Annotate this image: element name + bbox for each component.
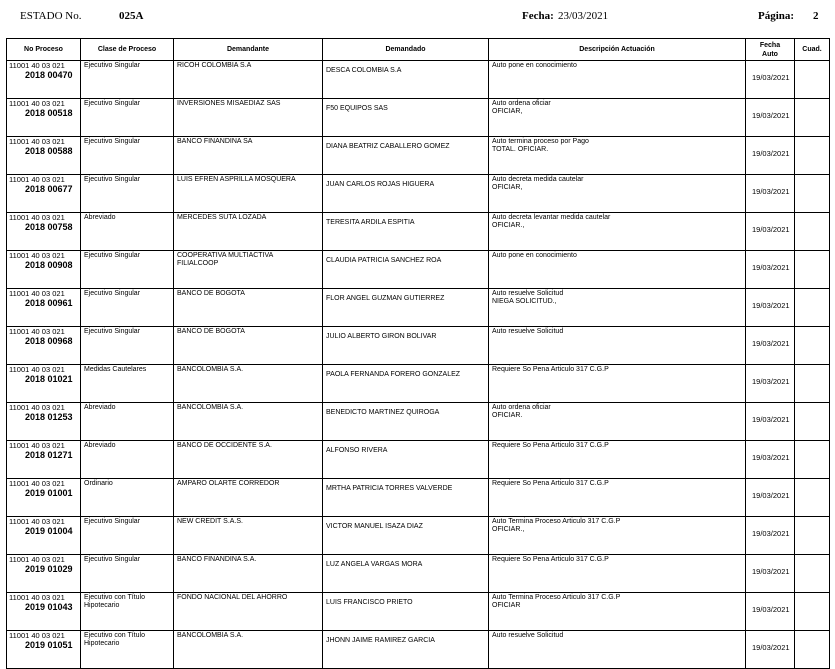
demandante-text: BANCO FINANDINA S.A. bbox=[177, 556, 257, 563]
cell-demandante bbox=[174, 175, 323, 213]
descripcion-text: Auto ordena oficiar OFICIAR, bbox=[492, 100, 551, 115]
table-row bbox=[7, 593, 830, 631]
cell-fecha-auto bbox=[746, 403, 795, 441]
demandado-text: JHONN JAIME RAMIREZ GARCIA bbox=[326, 637, 435, 644]
cell-cuad bbox=[795, 99, 830, 137]
cell-descripcion bbox=[489, 593, 746, 631]
cell-descripcion bbox=[489, 631, 746, 669]
cell-descripcion bbox=[489, 517, 746, 555]
pagina-label-text: Página: bbox=[758, 10, 795, 22]
cell-demandado bbox=[323, 289, 489, 327]
fecha-value: 23/03/2021 bbox=[558, 10, 609, 22]
cell-fecha-auto bbox=[746, 631, 795, 669]
cell-clase-proceso bbox=[81, 289, 174, 327]
demandante-text: NEW CREDIT S.A.S. bbox=[177, 518, 243, 525]
cell-cuad bbox=[795, 251, 830, 289]
cell-fecha-auto bbox=[746, 479, 795, 517]
descripcion-text: Auto termina proceso por Pago TOTAL. OFICIAR. bbox=[492, 138, 589, 153]
cell-cuad bbox=[795, 403, 830, 441]
cell-demandado bbox=[323, 593, 489, 631]
proceso-radicado: 11001 40 03 021 bbox=[9, 365, 65, 374]
demandado-text: VICTOR MANUEL ISAZA DIAZ bbox=[326, 523, 423, 530]
demandante-text: BANCOLOMBIA S.A. bbox=[177, 404, 244, 411]
cell-demandado bbox=[323, 327, 489, 365]
descripcion-text: Auto resuelve Solicitud bbox=[492, 328, 564, 335]
cell-clase-proceso bbox=[81, 555, 174, 593]
cell-demandante bbox=[174, 137, 323, 175]
cell-demandado bbox=[323, 631, 489, 669]
demandante-text: INVERSIONES MISAEDIAZ SAS bbox=[177, 100, 281, 107]
clase-proceso-text: Abreviado bbox=[84, 442, 116, 449]
cell-clase-proceso bbox=[81, 251, 174, 289]
demandante-text: BANCOLOMBIA S.A. bbox=[177, 632, 244, 639]
table-row bbox=[7, 251, 830, 289]
cell-no-proceso bbox=[7, 289, 81, 327]
proceso-radicado: 11001 40 03 021 bbox=[9, 517, 65, 526]
demandado-text: LUZ ANGELA VARGAS MORA bbox=[326, 561, 423, 568]
proceso-numero: 2018 01271 bbox=[25, 450, 73, 460]
cell-demandante bbox=[174, 403, 323, 441]
clase-proceso-text: Ejecutivo con Título Hipotecario bbox=[84, 632, 145, 647]
proceso-numero: 2018 01021 bbox=[25, 374, 73, 384]
proceso-radicado: 11001 40 03 021 bbox=[9, 137, 65, 146]
table-row bbox=[7, 403, 830, 441]
cell-demandado bbox=[323, 403, 489, 441]
demandado-text: MRTHA PATRICIA TORRES VALVERDE bbox=[326, 485, 453, 492]
cell-fecha-auto bbox=[746, 365, 795, 403]
cell-demandado bbox=[323, 251, 489, 289]
table-row bbox=[7, 175, 830, 213]
cell-no-proceso bbox=[7, 593, 81, 631]
cell-demandado bbox=[323, 137, 489, 175]
proceso-numero: 2018 00968 bbox=[25, 336, 73, 346]
proceso-numero: 2018 00908 bbox=[25, 260, 73, 270]
proceso-radicado: 11001 40 03 021 bbox=[9, 631, 65, 640]
cell-no-proceso bbox=[7, 517, 81, 555]
clase-proceso-text: Ejecutivo Singular bbox=[84, 138, 141, 145]
cell-no-proceso bbox=[7, 479, 81, 517]
clase-proceso-text: Ejecutivo Singular bbox=[84, 328, 141, 335]
cell-cuad bbox=[795, 517, 830, 555]
table-row bbox=[7, 99, 830, 137]
cell-cuad bbox=[795, 631, 830, 669]
cell-clase-proceso bbox=[81, 517, 174, 555]
col-fecha-line2: Auto bbox=[762, 50, 778, 58]
clase-proceso-text: Abreviado bbox=[84, 404, 116, 411]
fecha-label bbox=[522, 10, 554, 22]
demandante-text: BANCO DE BOGOTA bbox=[177, 290, 245, 297]
col-fecha-auto bbox=[746, 39, 795, 61]
demandante-text: BANCO DE BOGOTA bbox=[177, 328, 245, 335]
cell-demandado bbox=[323, 479, 489, 517]
table-header-row bbox=[7, 39, 830, 61]
cell-descripcion bbox=[489, 99, 746, 137]
cell-demandante bbox=[174, 99, 323, 137]
demandante-text: MERCEDES SUTA LOZADA bbox=[177, 214, 267, 221]
clase-proceso-text: Ejecutivo Singular bbox=[84, 290, 141, 297]
cell-descripcion bbox=[489, 441, 746, 479]
cell-clase-proceso bbox=[81, 479, 174, 517]
proceso-radicado: 11001 40 03 021 bbox=[9, 61, 65, 70]
demandado-text: ALFONSO RIVERA bbox=[326, 447, 388, 454]
cell-demandante bbox=[174, 251, 323, 289]
cell-cuad bbox=[795, 175, 830, 213]
cell-no-proceso bbox=[7, 213, 81, 251]
descripcion-text: Requiere So Pena Articulo 317 C.G.P bbox=[492, 366, 609, 373]
cell-clase-proceso bbox=[81, 631, 174, 669]
clase-proceso-text: Ejecutivo Singular bbox=[84, 100, 141, 107]
cell-no-proceso bbox=[7, 631, 81, 669]
cell-cuad bbox=[795, 327, 830, 365]
actuaciones-table bbox=[6, 38, 830, 669]
cell-cuad bbox=[795, 61, 830, 99]
proceso-numero: 2018 00677 bbox=[25, 184, 73, 194]
cell-no-proceso bbox=[7, 137, 81, 175]
col-no-proceso: No Proceso bbox=[7, 39, 81, 61]
proceso-numero: 2018 00758 bbox=[25, 222, 73, 232]
table-row bbox=[7, 479, 830, 517]
fecha-auto-text: 19/03/2021 bbox=[752, 643, 790, 652]
proceso-numero: 2018 00518 bbox=[25, 108, 73, 118]
clase-proceso-text: Ejecutivo Singular bbox=[84, 176, 141, 183]
fecha-auto-text: 19/03/2021 bbox=[752, 529, 790, 538]
descripcion-text: Requiere So Pena Articulo 317 C.G.P bbox=[492, 480, 609, 487]
cell-demandado bbox=[323, 175, 489, 213]
fecha-auto-text: 19/03/2021 bbox=[752, 605, 790, 614]
cell-demandante bbox=[174, 327, 323, 365]
demandante-text: BANCO FINANDINA SA bbox=[177, 138, 253, 145]
proceso-radicado: 11001 40 03 021 bbox=[9, 99, 65, 108]
clase-proceso-text: Ejecutivo Singular bbox=[84, 62, 141, 69]
proceso-numero: 2019 01004 bbox=[25, 526, 73, 536]
col-clase-proceso: Clase de Proceso bbox=[81, 39, 174, 61]
clase-proceso-text: Abreviado bbox=[84, 214, 116, 221]
proceso-radicado: 11001 40 03 021 bbox=[9, 327, 65, 336]
cell-descripcion bbox=[489, 403, 746, 441]
col-descripcion: Descripción Actuación bbox=[489, 39, 746, 61]
demandado-text: F50 EQUIPOS SAS bbox=[326, 105, 388, 112]
cell-demandante bbox=[174, 479, 323, 517]
clase-proceso-text: Medidas Cautelares bbox=[84, 366, 147, 373]
cell-fecha-auto bbox=[746, 327, 795, 365]
descripcion-text: Auto decreta levantar medida cautelar OFICIAR., bbox=[492, 214, 611, 229]
cell-cuad bbox=[795, 555, 830, 593]
demandante-text: BANCO DE OCCIDENTE S.A. bbox=[177, 442, 272, 449]
cell-demandado bbox=[323, 61, 489, 99]
table-row bbox=[7, 327, 830, 365]
cell-clase-proceso bbox=[81, 137, 174, 175]
cell-no-proceso bbox=[7, 175, 81, 213]
table-row bbox=[7, 213, 830, 251]
cell-descripcion bbox=[489, 61, 746, 99]
table-body bbox=[7, 61, 830, 669]
table-row bbox=[7, 631, 830, 669]
demandante-text: COOPERATIVA MULTIACTIVA FILIALCOOP bbox=[177, 252, 274, 267]
col-cuad: Cuad. bbox=[795, 39, 830, 61]
cell-demandado bbox=[323, 517, 489, 555]
col-fecha-line1: Fecha bbox=[759, 41, 781, 49]
demandado-text: JULIO ALBERTO GIRON BOLIVAR bbox=[326, 333, 437, 340]
cell-fecha-auto bbox=[746, 213, 795, 251]
descripcion-text: Auto decreta medida cautelar OFICIAR, bbox=[492, 176, 584, 191]
cell-demandante bbox=[174, 61, 323, 99]
clase-proceso-text: Ejecutivo con Título Hipotecario bbox=[84, 594, 145, 609]
cell-demandante bbox=[174, 517, 323, 555]
cell-cuad bbox=[795, 593, 830, 631]
cell-clase-proceso bbox=[81, 441, 174, 479]
col-demandado: Demandado bbox=[323, 39, 489, 61]
pagina-number: 2 bbox=[813, 10, 819, 22]
proceso-numero: 2018 00470 bbox=[25, 70, 73, 80]
cell-fecha-auto bbox=[746, 441, 795, 479]
proceso-radicado: 11001 40 03 021 bbox=[9, 479, 65, 488]
descripcion-text: Auto pone en conocimiento bbox=[492, 62, 577, 69]
cell-cuad bbox=[795, 213, 830, 251]
table-row bbox=[7, 61, 830, 99]
cell-descripcion bbox=[489, 175, 746, 213]
cell-fecha-auto bbox=[746, 517, 795, 555]
fecha-auto-text: 19/03/2021 bbox=[752, 149, 790, 158]
demandado-text: DESCA COLOMBIA S.A bbox=[326, 67, 402, 74]
descripcion-text: Auto Termina Proceso Articulo 317 C.G.P OFICIAR., bbox=[492, 518, 621, 533]
table-row bbox=[7, 137, 830, 175]
cell-clase-proceso bbox=[81, 213, 174, 251]
proceso-numero: 2018 01253 bbox=[25, 412, 73, 422]
demandado-text: PAOLA FERNANDA FORERO GONZALEZ bbox=[326, 371, 461, 378]
cell-descripcion bbox=[489, 251, 746, 289]
cell-clase-proceso bbox=[81, 99, 174, 137]
demandado-text: JUAN CARLOS ROJAS HIGUERA bbox=[326, 181, 435, 188]
table-row bbox=[7, 289, 830, 327]
pagina-label bbox=[758, 10, 794, 22]
estado-number: 025A bbox=[119, 10, 144, 22]
cell-no-proceso bbox=[7, 327, 81, 365]
fecha-auto-text: 19/03/2021 bbox=[752, 377, 790, 386]
cell-no-proceso bbox=[7, 403, 81, 441]
demandado-text: LUIS FRANCISCO PRIETO bbox=[326, 599, 413, 606]
descripcion-text: Auto pone en conocimiento bbox=[492, 252, 577, 259]
cell-demandante bbox=[174, 365, 323, 403]
demandado-text: CLAUDIA PATRICIA SANCHEZ ROA bbox=[326, 257, 442, 264]
fecha-label-text: Fecha: bbox=[522, 10, 554, 22]
cell-cuad bbox=[795, 479, 830, 517]
cell-descripcion bbox=[489, 365, 746, 403]
cell-demandado bbox=[323, 365, 489, 403]
cell-descripcion bbox=[489, 137, 746, 175]
cell-demandado bbox=[323, 213, 489, 251]
demandante-text: BANCOLOMBIA S.A. bbox=[177, 366, 244, 373]
cell-fecha-auto bbox=[746, 251, 795, 289]
demandante-text: RICOH COLOMBIA S.A bbox=[177, 62, 252, 69]
fecha-auto-text: 19/03/2021 bbox=[752, 339, 790, 348]
cell-cuad bbox=[795, 289, 830, 327]
proceso-numero: 2019 01029 bbox=[25, 564, 73, 574]
pagina-value bbox=[813, 10, 819, 22]
cell-demandante bbox=[174, 441, 323, 479]
cell-cuad bbox=[795, 137, 830, 175]
cell-fecha-auto bbox=[746, 593, 795, 631]
cell-descripcion bbox=[489, 479, 746, 517]
proceso-radicado: 11001 40 03 021 bbox=[9, 555, 65, 564]
cell-fecha-auto bbox=[746, 175, 795, 213]
cell-demandado bbox=[323, 99, 489, 137]
cell-descripcion bbox=[489, 289, 746, 327]
proceso-numero: 2018 00961 bbox=[25, 298, 73, 308]
descripcion-text: Requiere So Pena Articulo 317 C.G.P bbox=[492, 442, 609, 449]
fecha-auto-text: 19/03/2021 bbox=[752, 301, 790, 310]
proceso-radicado: 11001 40 03 021 bbox=[9, 251, 65, 260]
proceso-radicado: 11001 40 03 021 bbox=[9, 403, 65, 412]
fecha-auto-text: 19/03/2021 bbox=[752, 415, 790, 424]
descripcion-text: Auto resuelve Solicitud NIEGA SOLICITUD., bbox=[492, 290, 564, 305]
demandante-text: AMPARO OLARTE CORREDOR bbox=[177, 480, 280, 487]
table-row bbox=[7, 517, 830, 555]
clase-proceso-text: Ejecutivo Singular bbox=[84, 518, 141, 525]
proceso-numero: 2018 00588 bbox=[25, 146, 73, 156]
cell-demandado bbox=[323, 555, 489, 593]
descripcion-text: Requiere So Pena Articulo 317 C.G.P bbox=[492, 556, 609, 563]
proceso-radicado: 11001 40 03 021 bbox=[9, 213, 65, 222]
cell-clase-proceso bbox=[81, 403, 174, 441]
cell-no-proceso bbox=[7, 251, 81, 289]
cell-descripcion bbox=[489, 555, 746, 593]
cell-descripcion bbox=[489, 213, 746, 251]
cell-no-proceso bbox=[7, 365, 81, 403]
table-row bbox=[7, 555, 830, 593]
demandado-text: FLOR ANGEL GUZMAN GUTIERREZ bbox=[326, 295, 445, 302]
table-row bbox=[7, 441, 830, 479]
cell-demandado bbox=[323, 441, 489, 479]
proceso-radicado: 11001 40 03 021 bbox=[9, 593, 65, 602]
proceso-numero: 2019 01051 bbox=[25, 640, 73, 650]
proceso-radicado: 11001 40 03 021 bbox=[9, 289, 65, 298]
demandante-text: LUIS EFREN ASPRILLA MOSQUERA bbox=[177, 176, 296, 183]
cell-demandante bbox=[174, 213, 323, 251]
demandado-text: DIANA BEATRIZ CABALLERO GOMEZ bbox=[326, 143, 450, 150]
cell-clase-proceso bbox=[81, 327, 174, 365]
proceso-numero: 2019 01043 bbox=[25, 602, 73, 612]
cell-demandante bbox=[174, 631, 323, 669]
cell-fecha-auto bbox=[746, 137, 795, 175]
cell-demandante bbox=[174, 593, 323, 631]
clase-proceso-text: Ejecutivo Singular bbox=[84, 556, 141, 563]
fecha-auto-text: 19/03/2021 bbox=[752, 453, 790, 462]
fecha-auto-text: 19/03/2021 bbox=[752, 225, 790, 234]
cell-no-proceso bbox=[7, 555, 81, 593]
estado-value bbox=[119, 10, 143, 22]
cell-descripcion bbox=[489, 327, 746, 365]
fecha-auto-text: 19/03/2021 bbox=[752, 491, 790, 500]
descripcion-text: Auto Termina Proceso Articulo 317 C.G.P OFICIAR bbox=[492, 594, 621, 609]
col-demandante: Demandante bbox=[174, 39, 323, 61]
cell-demandante bbox=[174, 555, 323, 593]
cell-clase-proceso bbox=[81, 365, 174, 403]
descripcion-text: Auto ordena oficiar OFICIAR. bbox=[492, 404, 551, 419]
proceso-radicado: 11001 40 03 021 bbox=[9, 175, 65, 184]
proceso-radicado: 11001 40 03 021 bbox=[9, 441, 65, 450]
clase-proceso-text: Ordinario bbox=[84, 480, 113, 487]
demandante-text: FONDO NACIONAL DEL AHORRO bbox=[177, 594, 288, 601]
demandado-text: BENEDICTO MARTINEZ QUIROGA bbox=[326, 409, 440, 416]
cell-fecha-auto bbox=[746, 61, 795, 99]
table-row bbox=[7, 365, 830, 403]
cell-clase-proceso bbox=[81, 61, 174, 99]
cell-fecha-auto bbox=[746, 555, 795, 593]
fecha-auto-text: 19/03/2021 bbox=[752, 111, 790, 120]
clase-proceso-text: Ejecutivo Singular bbox=[84, 252, 141, 259]
fecha-auto-text: 19/03/2021 bbox=[752, 263, 790, 272]
demandado-text: TERESITA ARDILA ESPITIA bbox=[326, 219, 415, 226]
cell-no-proceso bbox=[7, 441, 81, 479]
fecha-auto-text: 19/03/2021 bbox=[752, 73, 790, 82]
cell-no-proceso bbox=[7, 61, 81, 99]
cell-demandante bbox=[174, 289, 323, 327]
cell-cuad bbox=[795, 365, 830, 403]
cell-fecha-auto bbox=[746, 289, 795, 327]
cell-clase-proceso bbox=[81, 175, 174, 213]
fecha-auto-text: 19/03/2021 bbox=[752, 187, 790, 196]
descripcion-text: Auto resuelve Solicitud bbox=[492, 632, 564, 639]
estado-label: ESTADO No. bbox=[20, 10, 82, 22]
proceso-numero: 2019 01001 bbox=[25, 488, 73, 498]
cell-fecha-auto bbox=[746, 99, 795, 137]
cell-clase-proceso bbox=[81, 593, 174, 631]
fecha-auto-text: 19/03/2021 bbox=[752, 567, 790, 576]
cell-cuad bbox=[795, 441, 830, 479]
cell-no-proceso bbox=[7, 99, 81, 137]
